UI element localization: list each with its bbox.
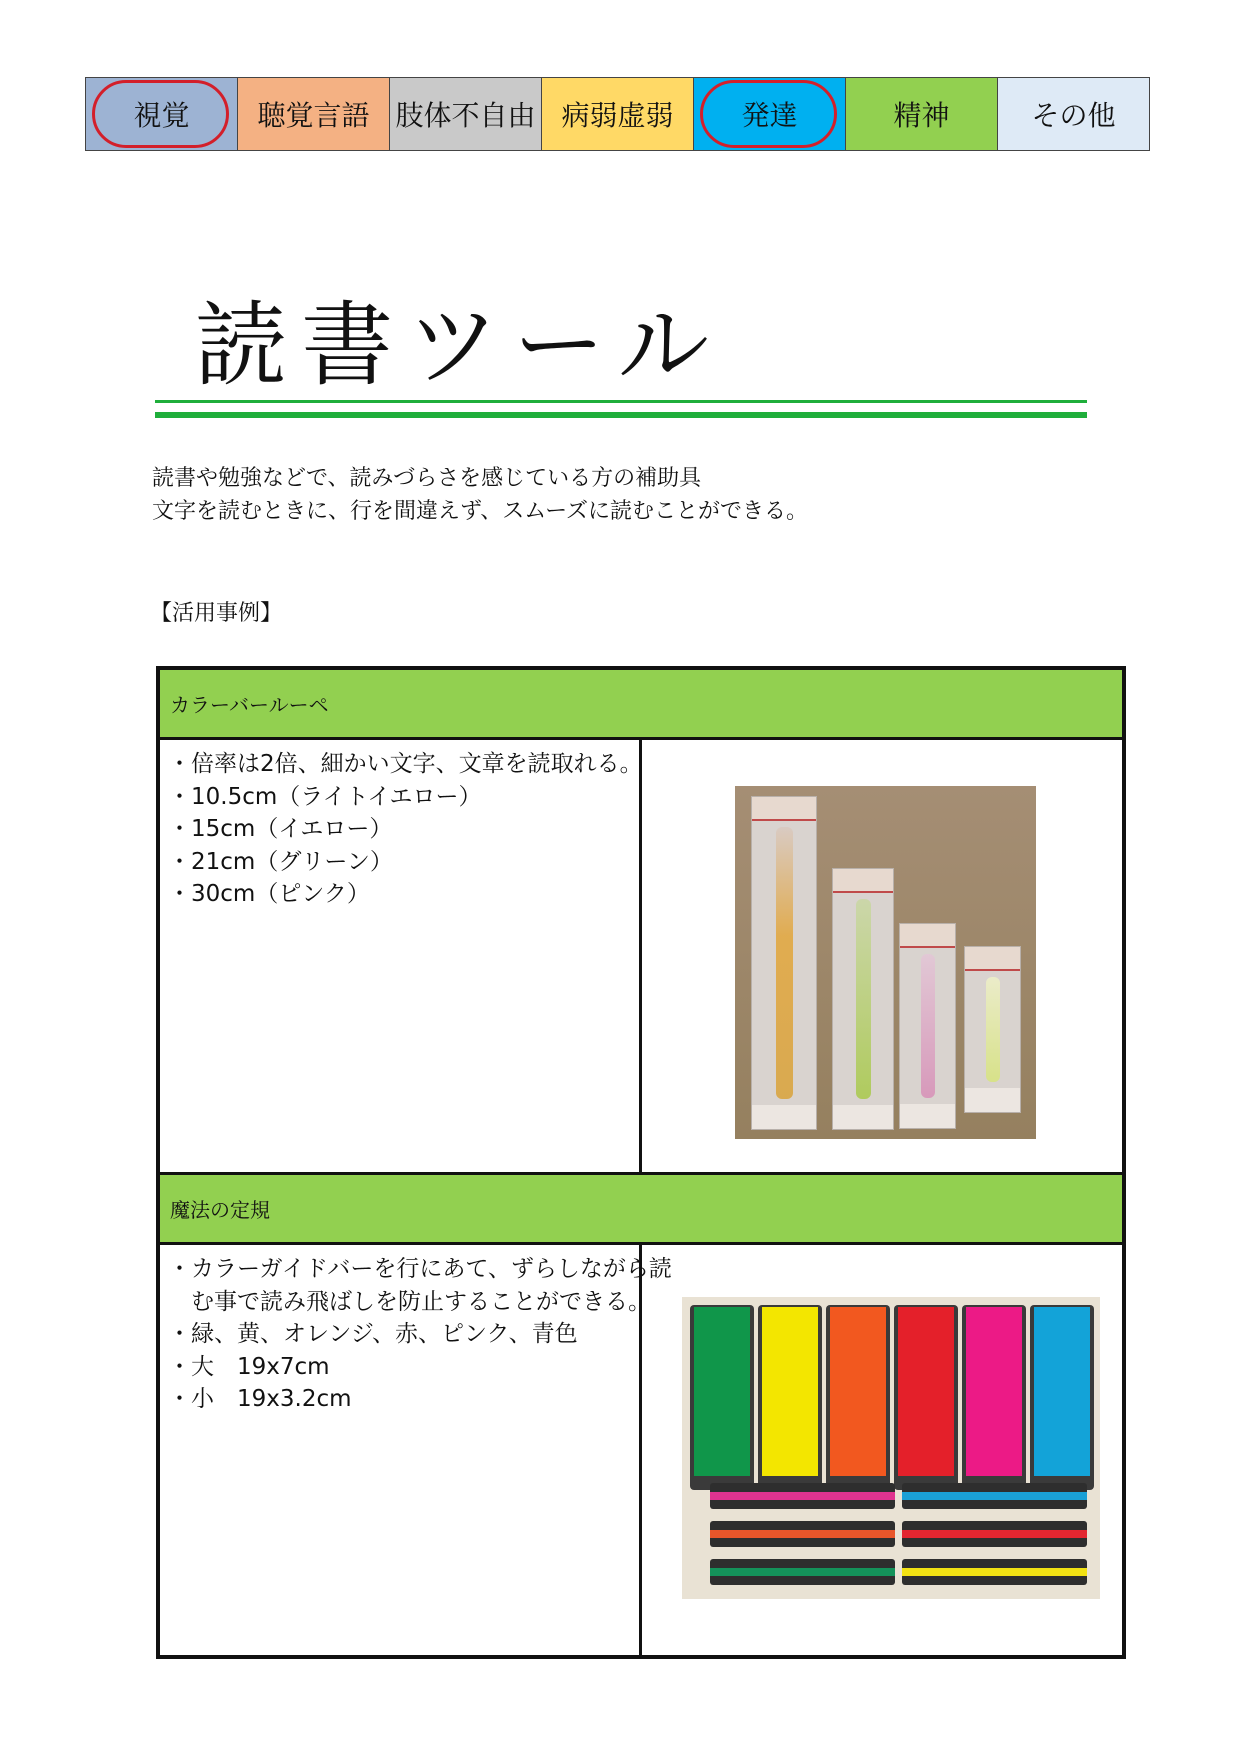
page-title: 読書ツール [195, 292, 724, 399]
example-1-item: ・15cm（イエロー） [168, 816, 393, 842]
category-tab[interactable] [542, 78, 694, 150]
intro-line-2: 文字を読むときに、行を間違えず、スムーズに読むことができる。 [152, 499, 809, 524]
category-tab-label: 肢体不自由 [395, 99, 536, 132]
category-tab-label: その他 [1031, 99, 1116, 132]
loupe-package-10cm [964, 946, 1021, 1113]
loupe-package-30cm [751, 796, 817, 1130]
category-tab[interactable] [86, 78, 238, 150]
category-tabs [85, 77, 1150, 151]
large-guide-bar [1030, 1305, 1094, 1490]
example-2-description [160, 1245, 672, 1655]
example-1-item: ・倍率は2倍、細かい文字、文章を読取れる。 [168, 751, 643, 777]
category-tab-label: 聴覚言語 [257, 99, 370, 132]
example-2-item: ・小 19x3.2cm [168, 1386, 352, 1412]
example-1-item: ・21cm（グリーン） [168, 848, 393, 875]
large-guide-bar [894, 1305, 958, 1490]
small-guide-bar [902, 1483, 1087, 1509]
small-guide-bar [710, 1483, 895, 1509]
title-underline-thick [155, 412, 1087, 418]
example-1-header: カラーバールーペ [160, 670, 1122, 740]
small-guide-bar [710, 1521, 895, 1547]
category-tab-label: 病弱虚弱 [561, 99, 674, 132]
title-underline-thin [155, 400, 1087, 403]
section-label: 【活用事例】 [150, 601, 283, 626]
category-tab[interactable] [846, 78, 998, 150]
example-2-item: ・大 19x7cm [168, 1353, 330, 1380]
example-1-description [160, 740, 642, 1172]
magic-ruler-photo [682, 1297, 1100, 1599]
category-tab[interactable] [390, 78, 542, 150]
example-2-photo-cell [642, 1245, 1122, 1655]
category-tab[interactable] [694, 78, 846, 150]
example-1-item: ・10.5cm（ライトイエロー） [168, 783, 482, 810]
category-tab[interactable] [238, 78, 390, 150]
example-2-item: ・カラーガイドバーを行にあて、ずらしながら読 [168, 1256, 672, 1282]
category-tab-label: 視覚 [133, 99, 190, 132]
small-guide-bar [710, 1559, 895, 1585]
example-1-photo-cell [642, 740, 1122, 1172]
category-tab-label: 精神 [893, 99, 950, 132]
loupe-package-15cm [899, 923, 956, 1129]
example-1-row [160, 740, 1122, 1175]
large-guide-bar [962, 1305, 1026, 1490]
large-guide-bar [826, 1305, 890, 1490]
category-tab-label: 発達 [741, 99, 798, 132]
small-guide-bar [902, 1559, 1087, 1585]
example-2-row [160, 1245, 1122, 1655]
example-2-item: む事で読み飛ばしを防止することができる。 [168, 1288, 651, 1315]
example-2-header: 魔法の定規 [160, 1175, 1122, 1245]
category-tab[interactable] [998, 78, 1149, 150]
examples-table [156, 666, 1126, 1659]
example-2-item: ・緑、黄、オレンジ、赤、ピンク、青色 [168, 1321, 578, 1347]
intro-text [152, 462, 808, 528]
color-bar-loupe-photo [735, 786, 1036, 1139]
loupe-package-21cm [832, 868, 894, 1130]
large-guide-bar [758, 1305, 822, 1490]
example-1-item: ・30cm（ピンク） [168, 881, 370, 907]
intro-line-1: 読書や勉強などで、読みづらさを感じている方の補助具 [152, 466, 702, 491]
small-guide-bar [902, 1521, 1087, 1547]
large-guide-bar [690, 1305, 754, 1490]
